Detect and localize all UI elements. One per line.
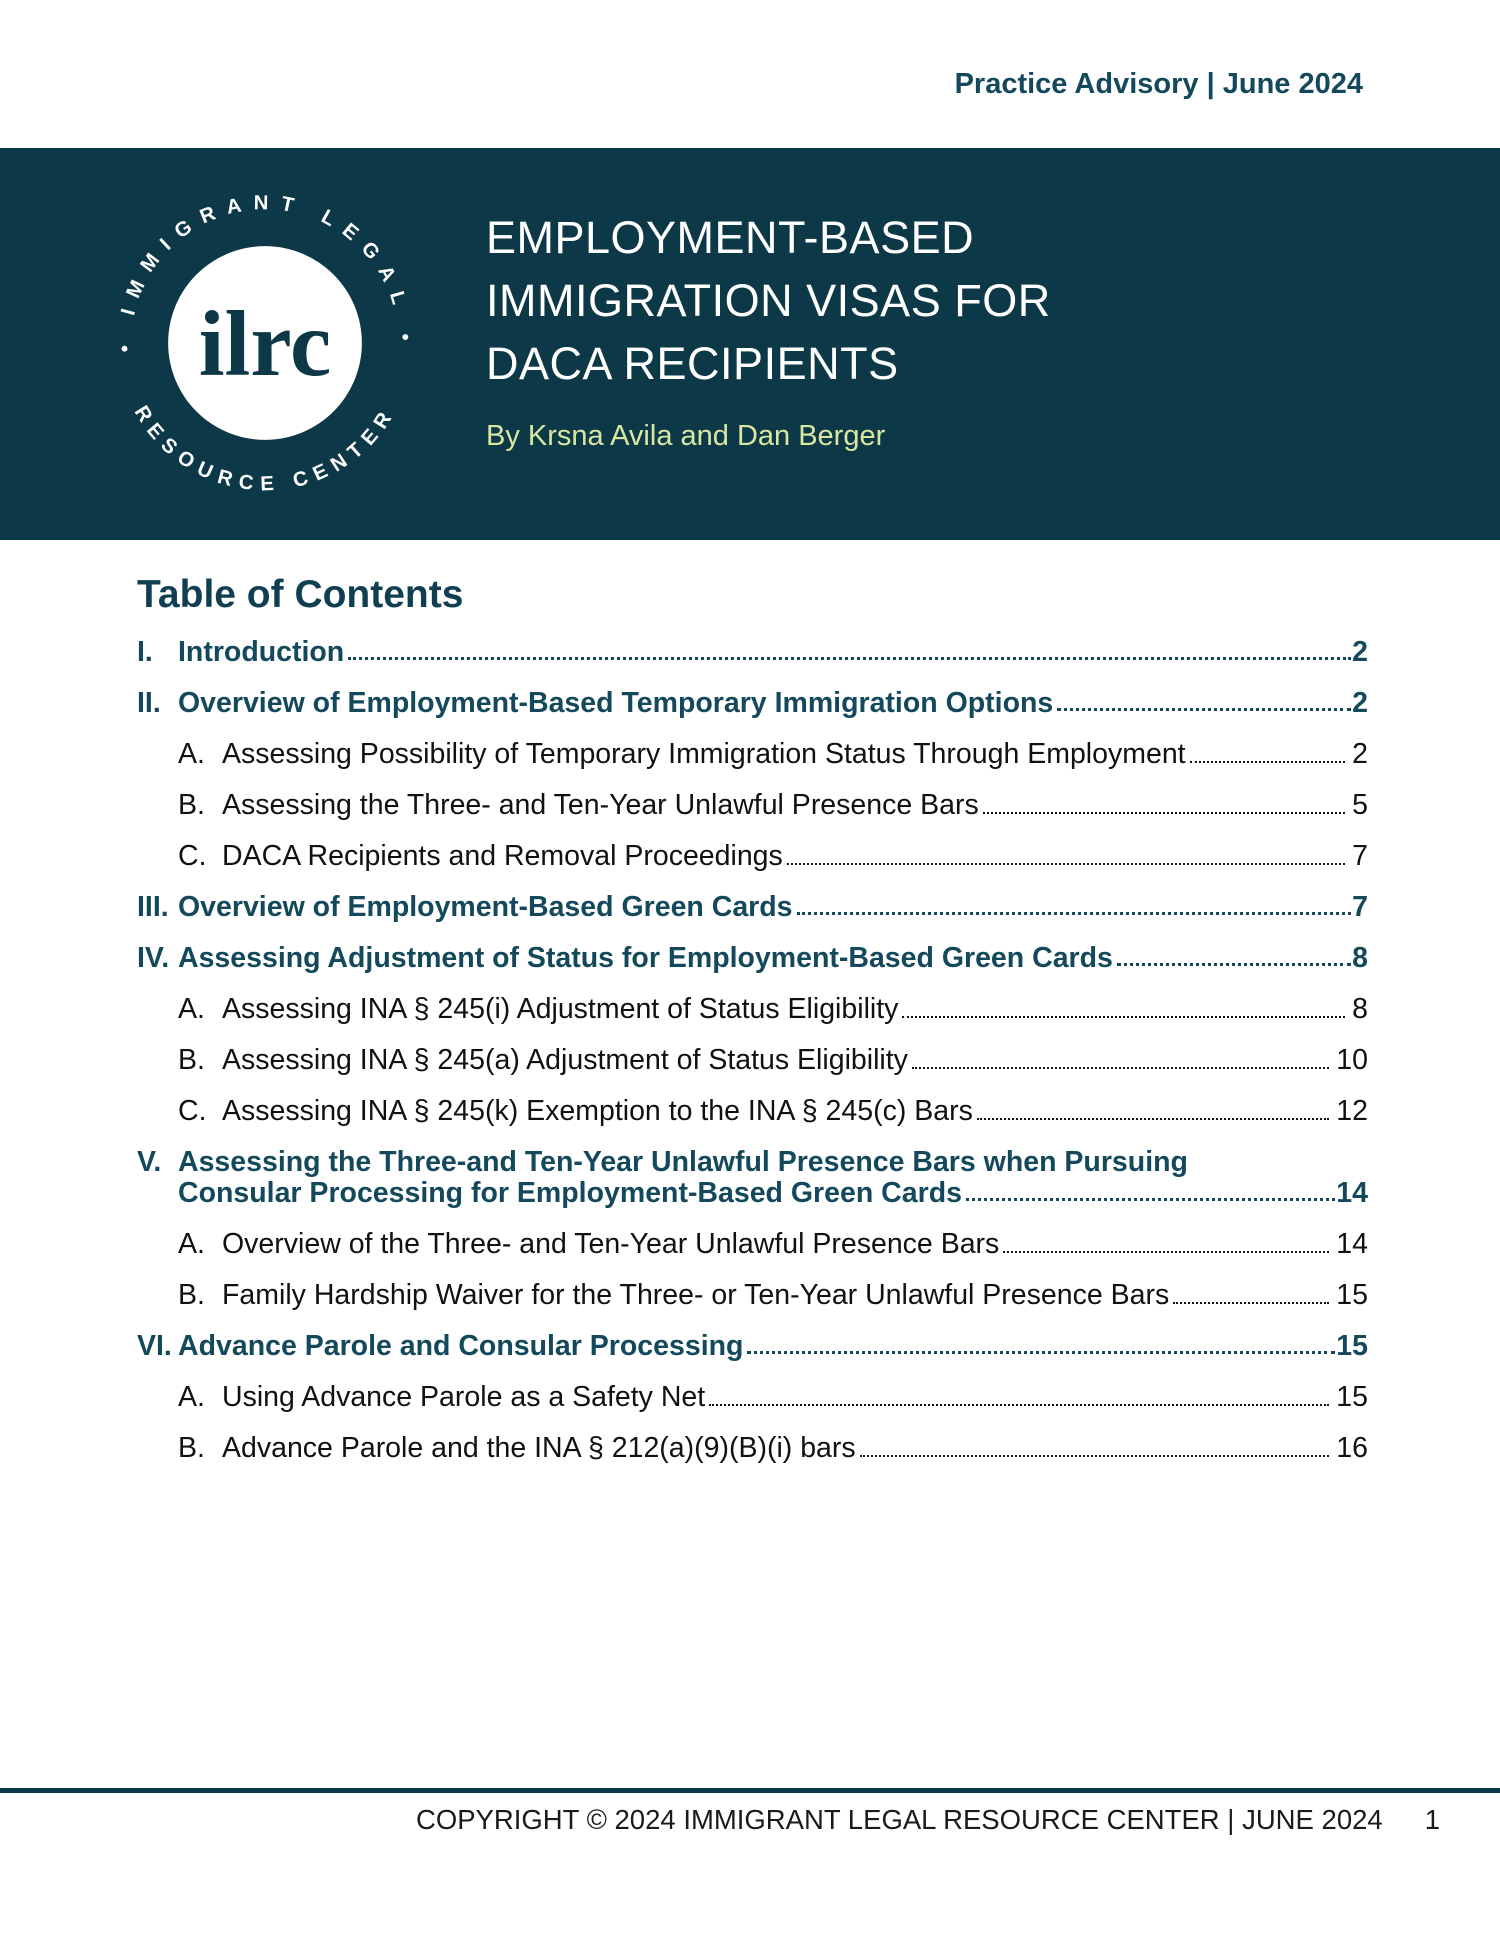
toc-dot-leader [348, 657, 1351, 660]
toc-entry-number: A. [178, 1228, 205, 1260]
toc-entry-number: B. [178, 1432, 205, 1464]
toc-entry [137, 688, 1368, 719]
logo-arc-top-text: • IMMIGRANT LEGAL • [114, 192, 416, 353]
toc-entry-number: B. [178, 789, 205, 821]
toc-dot-leader [912, 1067, 1329, 1069]
document-title [486, 206, 1051, 395]
toc-dot-leader [966, 1198, 1335, 1201]
toc-dot-leader [977, 1118, 1329, 1120]
document-title-line: IMMIGRATION VISAS FOR [486, 275, 1051, 326]
toc-dot-leader [1057, 708, 1351, 711]
toc-entry [178, 1045, 1368, 1076]
toc-entry-title: Assessing the Three-and Ten-Year Unlawful Presence Bars when Pursuing [178, 1146, 1188, 1178]
toc-entry [137, 1147, 1368, 1209]
ilrc-logo-graphic [110, 188, 420, 498]
toc-entry-page: 15 [1336, 1330, 1368, 1362]
toc-entry [178, 1229, 1368, 1260]
toc-entry-title: Overview of Employment-Based Green Cards [178, 891, 793, 923]
footer-rule [0, 1788, 1500, 1793]
toc-entry-page: 5 [1352, 789, 1368, 821]
toc-entry-page: 15 [1336, 1279, 1368, 1311]
toc-dot-leader [787, 863, 1345, 865]
toc-entry-page: 14 [1336, 1228, 1368, 1260]
toc-entry-number: V. [137, 1146, 162, 1178]
toc-entry-page: 7 [1352, 840, 1368, 872]
toc-entry-number: B. [178, 1044, 205, 1076]
toc-entry-number: I. [137, 636, 153, 668]
toc-entry-number: C. [178, 840, 207, 872]
page-number: 1 [1424, 1804, 1440, 1835]
toc-entry-page: 2 [1352, 687, 1368, 719]
toc-dot-leader [860, 1455, 1330, 1457]
toc-entry [178, 1280, 1368, 1311]
toc-dot-leader [902, 1016, 1345, 1018]
toc-dot-leader [983, 812, 1345, 814]
toc-entry-title: Assessing INA § 245(i) Adjustment of Status Eligibility [222, 993, 899, 1025]
header-tag: Practice Advisory | June 2024 [954, 68, 1363, 100]
toc-entry-page: 2 [1352, 738, 1368, 770]
toc-entry-page: 16 [1336, 1432, 1368, 1464]
toc-entry [137, 1331, 1368, 1362]
toc-entry-page: 7 [1352, 891, 1368, 923]
toc-dot-leader [1173, 1302, 1329, 1304]
toc-entry-page: 8 [1352, 993, 1368, 1025]
toc-entry [178, 739, 1368, 770]
byline: By Krsna Avila and Dan Berger [486, 420, 886, 452]
toc-heading: Table of Contents [137, 573, 464, 616]
toc-entry [178, 1433, 1368, 1464]
toc-entry [178, 790, 1368, 821]
ilrc-logo [110, 188, 420, 498]
toc-entry-number: IV. [137, 942, 170, 974]
masthead-band [0, 148, 1500, 540]
logo-arc-bottom-text: RESOURCE CENTER [129, 402, 401, 496]
toc-entry-title: Introduction [178, 636, 345, 668]
toc-entry [137, 637, 1368, 668]
toc-entry-number: III. [137, 891, 169, 923]
toc-entry-number: B. [178, 1279, 205, 1311]
toc-section [137, 573, 1368, 1484]
toc-entry-number: C. [178, 1095, 207, 1127]
toc-entry [178, 994, 1368, 1025]
toc-entry-page: 8 [1352, 942, 1368, 974]
toc-entry [178, 841, 1368, 872]
footer [416, 1804, 1440, 1836]
toc-entry-number: II. [137, 687, 161, 719]
toc-entry-page: 10 [1336, 1044, 1368, 1076]
toc-entry-title: Advance Parole and Consular Processing [178, 1330, 744, 1362]
toc-entry-title: Assessing Adjustment of Status for Employment-Based Green Cards [178, 942, 1113, 974]
toc-entry-page: 2 [1352, 636, 1368, 668]
toc-entries [137, 637, 1368, 1464]
toc-entry-title: Advance Parole and the INA § 212(a)(9)(B)(i) bars [222, 1432, 856, 1464]
toc-entry-page: 14 [1336, 1177, 1368, 1209]
toc-entry-title: Assessing Possibility of Temporary Immigration Status Through Employment [222, 738, 1186, 770]
toc-dot-leader [797, 912, 1352, 915]
toc-entry-title: Consular Processing for Employment-Based Green Cards [178, 1177, 962, 1209]
toc-dot-leader [1003, 1251, 1329, 1253]
toc-entry-page: 15 [1336, 1381, 1368, 1413]
copyright-text: COPYRIGHT © 2024 IMMIGRANT LEGAL RESOURCE CENTER | JUNE 2024 [415, 1804, 1383, 1835]
toc-entry-page: 12 [1336, 1095, 1368, 1127]
toc-dot-leader [1117, 963, 1351, 966]
toc-dot-leader [747, 1351, 1335, 1354]
toc-entry-number: A. [178, 1381, 205, 1413]
toc-entry-title: Overview of Employment-Based Temporary Immigration Options [178, 687, 1054, 719]
toc-dot-leader [1190, 761, 1346, 763]
toc-entry-title: Overview of the Three- and Ten-Year Unlawful Presence Bars [222, 1228, 1000, 1260]
toc-entry-number: A. [178, 738, 205, 770]
toc-entry-title: Assessing the Three- and Ten-Year Unlawful Presence Bars [222, 789, 979, 821]
toc-dot-leader [709, 1404, 1329, 1406]
toc-entry-title: Using Advance Parole as a Safety Net [222, 1381, 706, 1413]
toc-entry [178, 1382, 1368, 1413]
logo-monogram: ilrc [198, 292, 332, 396]
toc-entry-number: A. [178, 993, 205, 1025]
toc-entry [137, 892, 1368, 923]
toc-entry-title: Assessing INA § 245(k) Exemption to the INA § 245(c) Bars [222, 1095, 973, 1127]
toc-entry-number: VI. [137, 1330, 172, 1362]
toc-entry [137, 943, 1368, 974]
toc-entry [178, 1096, 1368, 1127]
toc-entry-title: Family Hardship Waiver for the Three- or Ten-Year Unlawful Presence Bars [222, 1279, 1170, 1311]
toc-entry-title: DACA Recipients and Removal Proceedings [222, 840, 783, 872]
toc-entry-title: Assessing INA § 245(a) Adjustment of Status Eligibility [222, 1044, 908, 1076]
document-title-line: EMPLOYMENT-BASED [486, 212, 975, 263]
document-title-line: DACA RECIPIENTS [486, 338, 899, 389]
